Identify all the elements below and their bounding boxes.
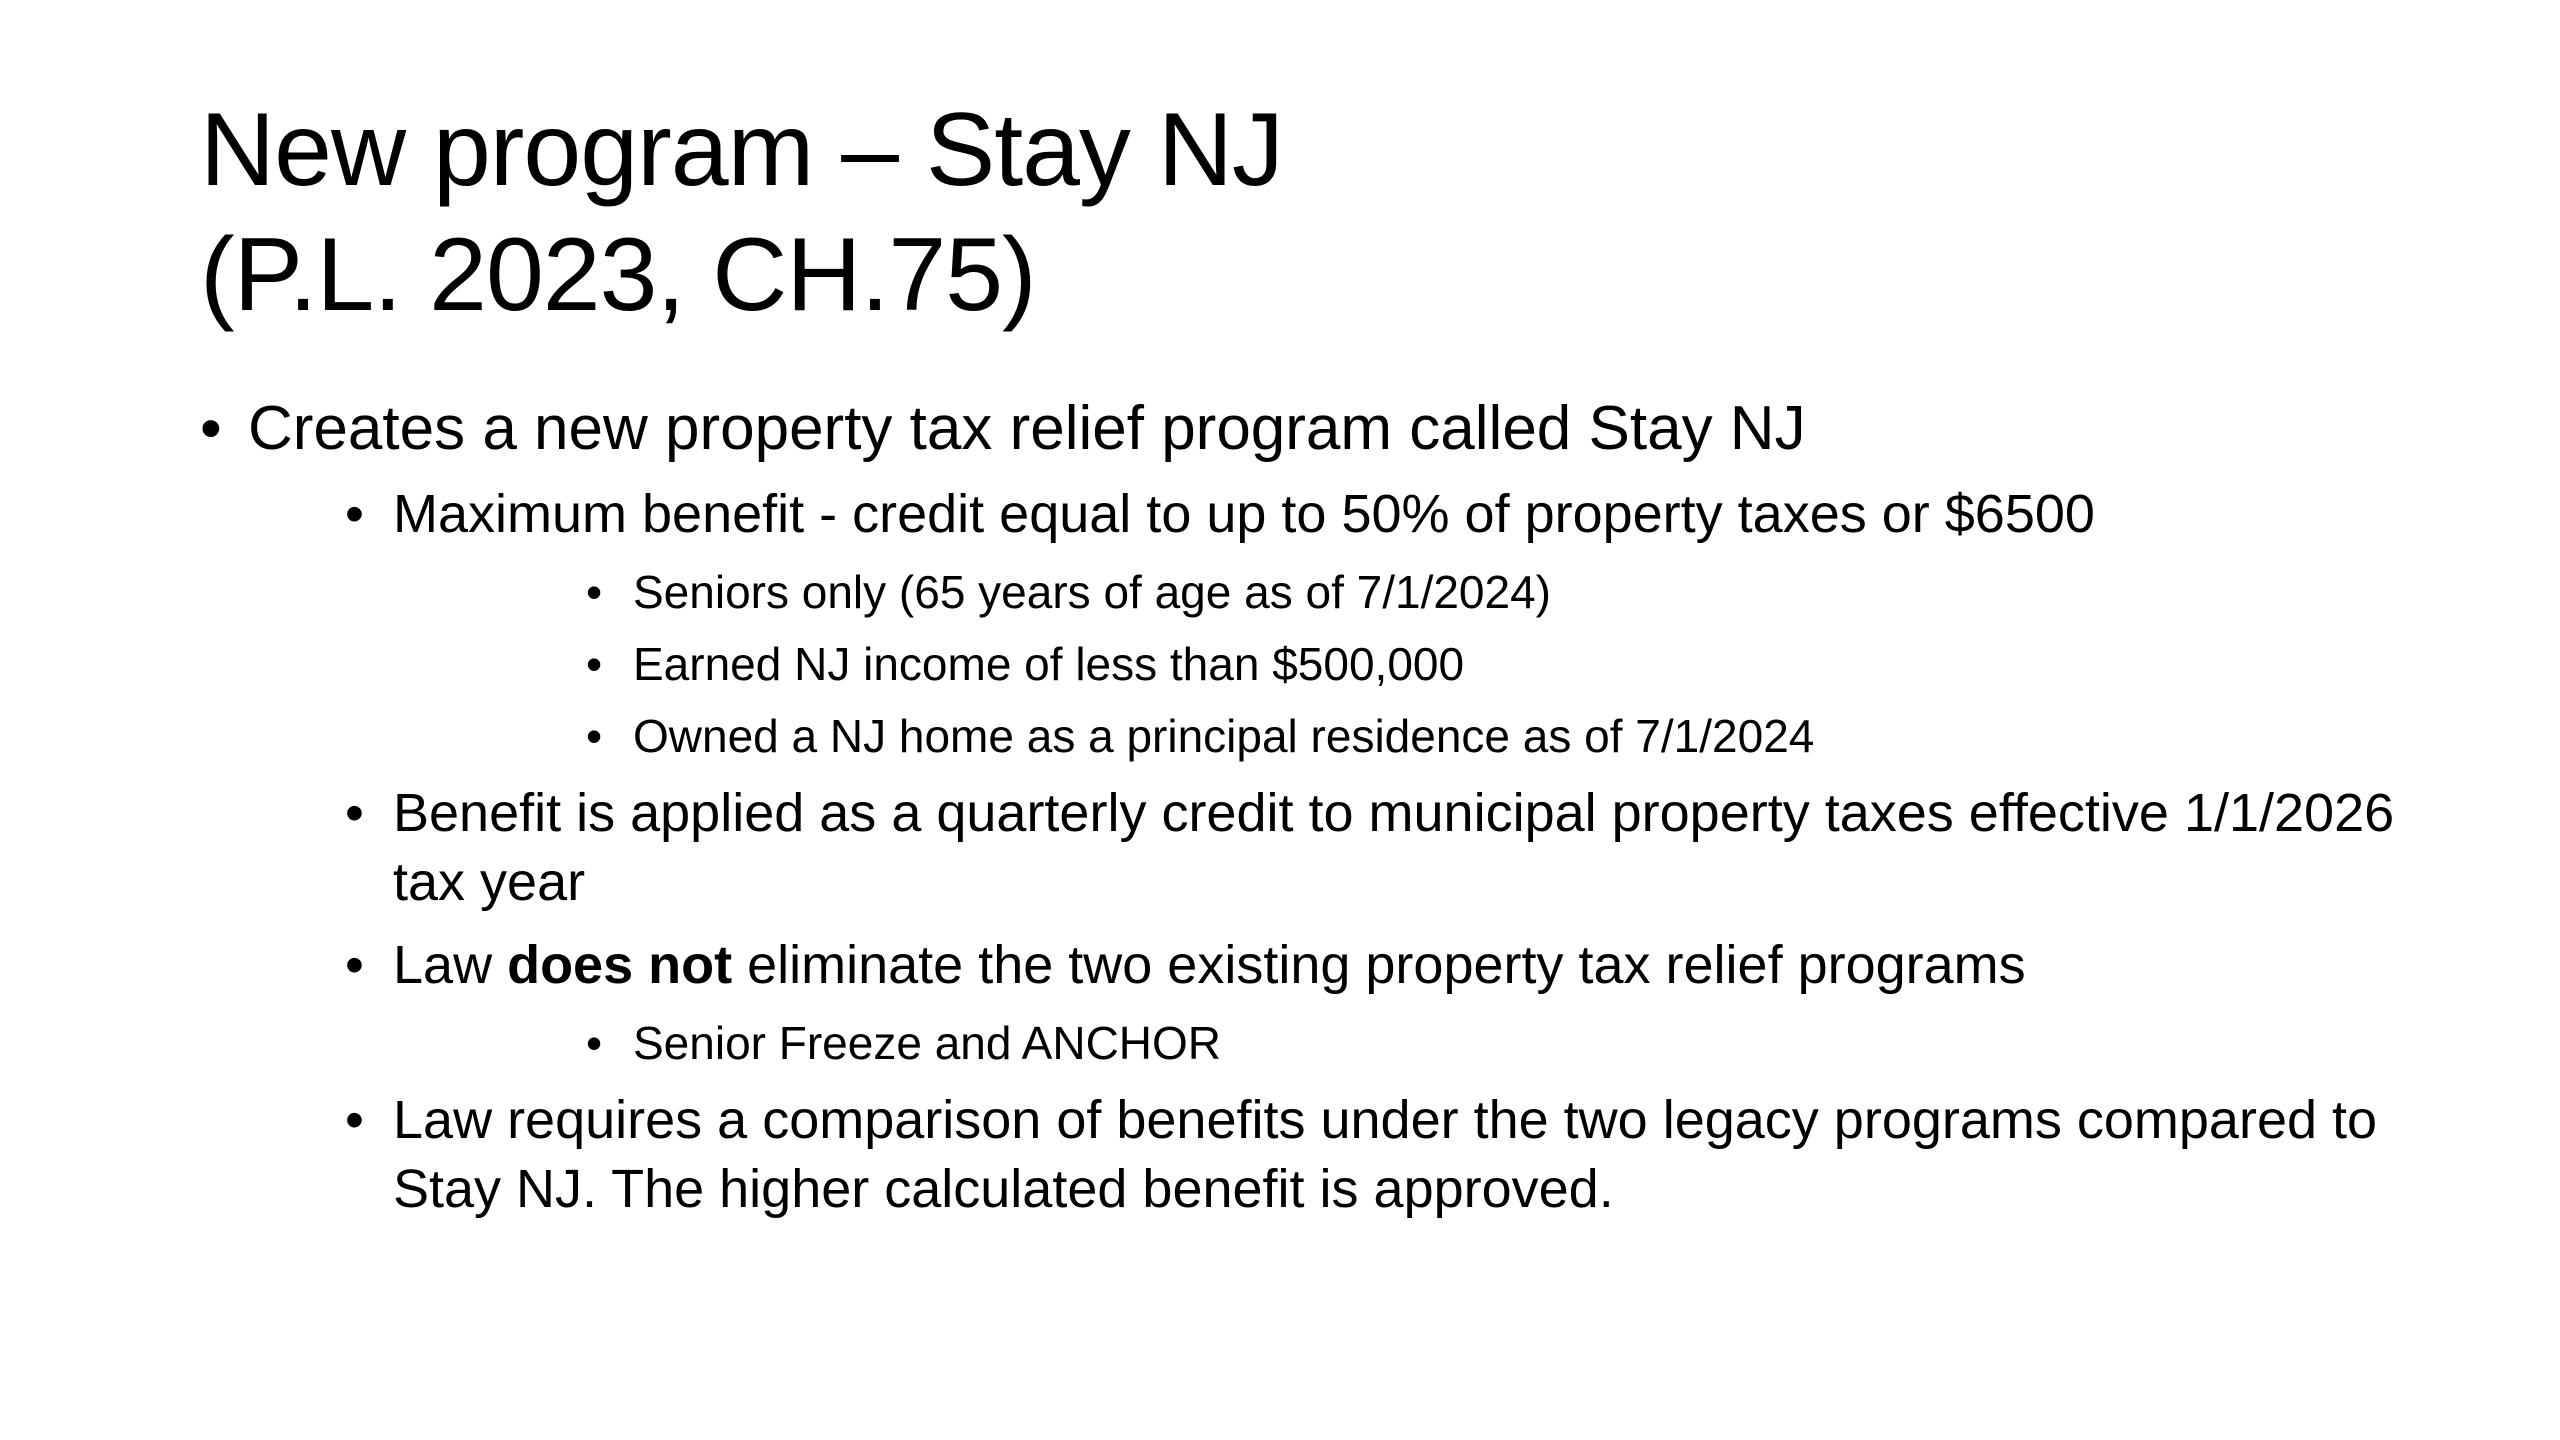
bullet-dot: • bbox=[586, 638, 603, 690]
eligibility-list bbox=[393, 563, 2400, 765]
bullet-owned-home-text: Owned a NJ home as a principal residence as of 7/1/2024 bbox=[633, 710, 1815, 762]
bullet-existing-programs-text: Senior Freeze and ANCHOR bbox=[633, 1017, 1222, 1069]
bullet-dot: • bbox=[586, 566, 603, 618]
bullet-main-text: Creates a new property tax relief program called Stay NJ bbox=[248, 394, 1806, 463]
slide-title-line-1: New program – Stay NJ bbox=[200, 92, 1283, 208]
bullet-dot: • bbox=[345, 484, 364, 544]
bullet-law-does-not bbox=[248, 931, 2400, 1072]
bullet-dot: • bbox=[586, 1017, 603, 1069]
bullet-law-prefix: Law bbox=[393, 935, 508, 995]
bullet-dot: • bbox=[345, 1090, 364, 1150]
bullet-law-emphasis: does not bbox=[507, 935, 733, 995]
bullet-existing-programs bbox=[393, 1014, 2400, 1072]
slide-title bbox=[200, 88, 2400, 338]
bullet-quarterly-credit bbox=[248, 779, 2400, 917]
bullet-max-benefit-text: Maximum benefit - credit equal to up to 50% of property taxes or $6500 bbox=[393, 484, 2095, 544]
slide-body bbox=[200, 392, 2400, 1236]
bullet-owned-home bbox=[393, 707, 2400, 765]
bullet-earned-income-text: Earned NJ income of less than $500,000 bbox=[633, 638, 1465, 690]
bullet-dot: • bbox=[586, 710, 603, 762]
bullet-law-suffix: eliminate the two existing property tax relief programs bbox=[732, 935, 2026, 995]
bullet-earned-income bbox=[393, 635, 2400, 693]
slide-title-line-2: (P.L. 2023, CH.75) bbox=[200, 217, 1036, 333]
bullet-main bbox=[200, 392, 2400, 1224]
bullet-dot: • bbox=[345, 783, 364, 843]
bullet-max-benefit bbox=[248, 480, 2400, 765]
sub-bullet-list bbox=[248, 480, 2400, 1224]
bullet-dot: • bbox=[345, 935, 364, 995]
bullet-comparison-text: Law requires a comparison of benefits under the two legacy programs compared to Stay NJ. The higher calculated benefit is approved. bbox=[393, 1090, 2378, 1219]
bullet-dot: • bbox=[200, 394, 222, 463]
bullet-quarterly-credit-text: Benefit is applied as a quarterly credit to municipal property taxes effective 1/1/2026 tax year bbox=[393, 783, 2395, 912]
bullet-seniors-only bbox=[393, 563, 2400, 621]
bullet-list bbox=[200, 392, 2400, 1224]
bullet-comparison bbox=[248, 1086, 2400, 1224]
existing-programs-list bbox=[393, 1014, 2400, 1072]
bullet-seniors-only-text: Seniors only (65 years of age as of 7/1/2024) bbox=[633, 566, 1552, 618]
